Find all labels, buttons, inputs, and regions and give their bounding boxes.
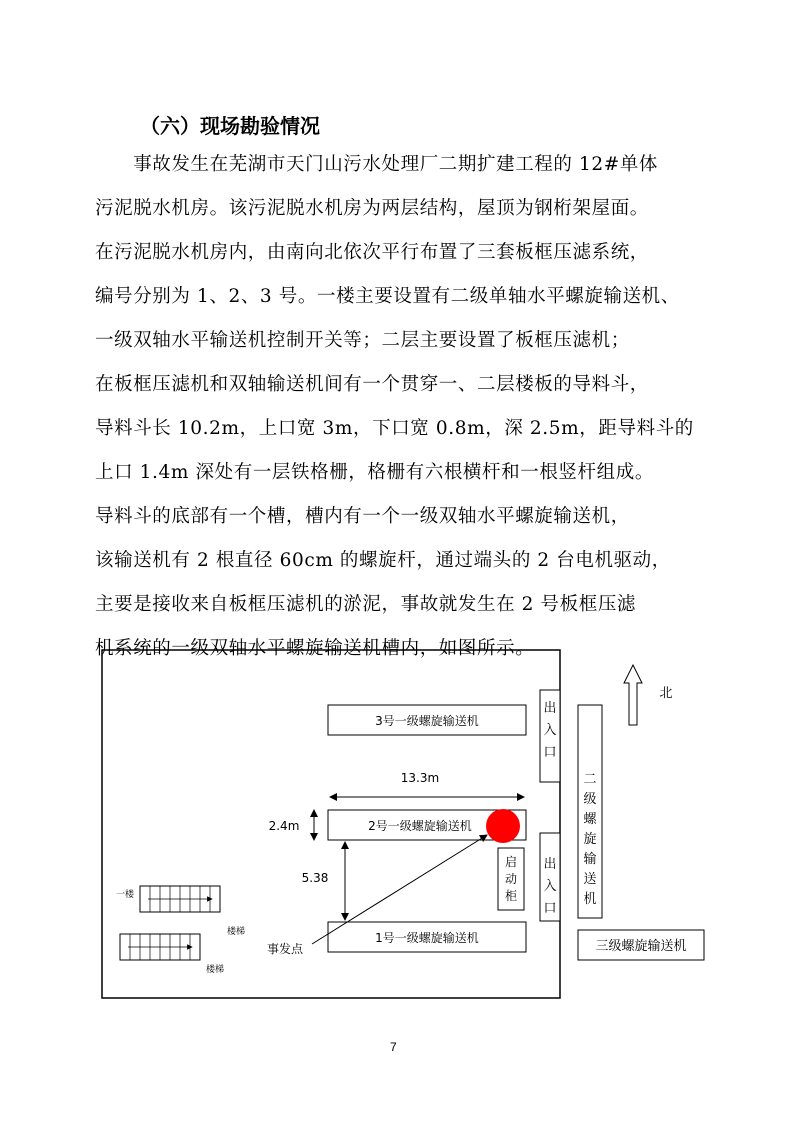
secondary-conveyor-char: 旋 xyxy=(583,832,597,847)
paragraph-line: 该输送机有 2 根直径 60cm 的螺旋杆，通过端头的 2 台电机驱动， xyxy=(95,550,671,571)
secondary-conveyor-char: 级 xyxy=(583,792,597,807)
secondary-conveyor-char: 机 xyxy=(583,892,597,907)
stairs-floor-label: 一楼 xyxy=(115,890,135,900)
paragraph-line: 污泥脱水机房。该污泥脱水机房为两层结构，屋顶为钢桁架屋面。 xyxy=(95,198,649,219)
paragraph-line: 上口 1.4m 深处有一层铁格栅，格栅有六根横杆和一根竖杆组成。 xyxy=(95,462,654,483)
paragraph-line: 在污泥脱水机房内，由南向北依次平行布置了三套板框压滤系统， xyxy=(95,242,649,263)
paragraph-line: 导料斗长 10.2m，上口宽 3m，下口宽 0.8m，深 2.5m，距导料斗的 xyxy=(95,418,694,439)
stairs-label: 楼梯 xyxy=(226,927,246,937)
exit-top-char: 口 xyxy=(543,745,557,760)
conveyor-2-label: 2号一级螺旋输送机 xyxy=(368,819,472,833)
paragraph-line: 主要是接收来自板框压滤机的淤泥，事故就发生在 2 号板框压滤 xyxy=(95,594,637,615)
secondary-conveyor-char: 二 xyxy=(583,772,597,787)
paragraph-line: 导料斗的底部有一个槽，槽内有一个一级双轴水平螺旋输送机， xyxy=(95,506,630,527)
paragraph-line: 事故发生在芜湖市天门山污水处理厂二期扩建工程的 12#单体 xyxy=(95,154,659,175)
start-cabinet-char: 柜 xyxy=(504,889,518,903)
paragraph-line: 编号分别为 1、2、3 号。一楼主要设置有二级单轴水平螺旋输送机、 xyxy=(95,286,680,307)
accident-point-label: 事发点 xyxy=(266,942,304,956)
stairs-second xyxy=(120,934,200,960)
section-heading: （六）现场勘验情况 xyxy=(140,114,320,138)
exit-bottom-char: 口 xyxy=(543,901,557,916)
paragraph-line: 机系统的一级双轴水平螺旋输送机槽内，如图所示。 xyxy=(95,638,535,659)
stairs-label: 楼梯 xyxy=(205,965,225,975)
exit-bottom-char: 入 xyxy=(543,879,557,894)
paragraph-line: 一级双轴水平输送机控制开关等；二层主要设置了板框压滤机； xyxy=(95,330,630,351)
page-number: 7 xyxy=(390,1040,397,1054)
secondary-conveyor-char: 螺 xyxy=(583,812,597,827)
north-label: 北 xyxy=(659,686,673,701)
length-dimension-label: 13.3m xyxy=(400,771,440,785)
width-dimension-label: 2.4m xyxy=(268,819,300,833)
exit-top-char: 入 xyxy=(543,723,557,738)
secondary-conveyor-char: 输 xyxy=(583,852,597,867)
start-cabinet-char: 动 xyxy=(504,872,518,886)
tertiary-conveyor-label: 三级螺旋输送机 xyxy=(595,939,687,954)
exit-top-char: 出 xyxy=(543,701,557,716)
gap-dimension-label: 5.38 xyxy=(301,871,329,885)
north-arrow-icon xyxy=(624,665,642,725)
accident-marker xyxy=(486,809,520,843)
stairs-first xyxy=(140,886,220,912)
exit-bottom-char: 出 xyxy=(543,857,557,872)
start-cabinet-char: 启 xyxy=(504,855,518,869)
secondary-conveyor-char: 送 xyxy=(583,872,597,887)
conveyor-1-label: 1号一级螺旋输送机 xyxy=(375,931,479,945)
paragraph-line: 在板框压滤机和双轴输送机间有一个贯穿一、二层楼板的导料斗， xyxy=(95,374,649,395)
conveyor-3-label: 3号一级螺旋输送机 xyxy=(375,714,479,728)
